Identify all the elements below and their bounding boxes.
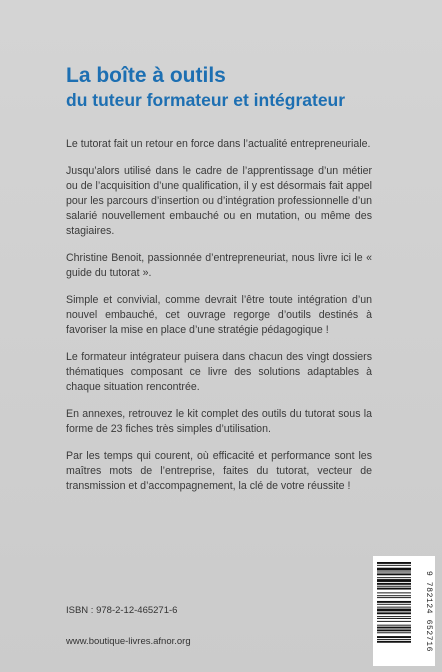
back-cover-text (66, 137, 372, 506)
barcode-bar (377, 565, 411, 566)
barcode-bar (377, 601, 411, 603)
barcode-bar (377, 572, 411, 573)
website-link[interactable]: www.boutique-livres.afnor.org (66, 636, 191, 647)
barcode-bar (377, 632, 411, 633)
barcode (373, 556, 435, 666)
barcode-digits: 9 782124 652716 (424, 571, 433, 653)
barcode-bar (377, 621, 411, 622)
barcode-bar (377, 618, 411, 619)
barcode-bar (377, 597, 411, 598)
barcode-bar (377, 573, 411, 575)
barcode-bar (377, 629, 411, 631)
barcode-bar (377, 568, 411, 571)
book-subtitle: du tuteur formateur et intégrateur (66, 90, 346, 110)
paragraph-author: Christine Benoit, passionnée d’entrepreneuriat, nous livre ici le « guide du tutorat ». (66, 252, 372, 279)
title-block (66, 64, 426, 112)
barcode-bar (377, 586, 411, 587)
isbn-label: ISBN : 978-2-12-465271-6 (66, 605, 178, 616)
barcode-bar (377, 616, 411, 617)
barcode-bar (377, 625, 411, 626)
book-title: La boîte à outils (66, 64, 226, 87)
barcode-bar (377, 607, 411, 608)
barcode-bar (377, 562, 411, 564)
barcode-bar (377, 595, 411, 596)
barcode-bar (377, 636, 411, 638)
barcode-bar (377, 612, 411, 614)
barcode-bar (377, 588, 411, 590)
paragraph-conclusion: Par les temps qui courent, où efficacité et performance sont les maîtres mots de l’entreprise, faites du tutorat, vecteur de transmission et d’accompagnement, la clé de votre réussite ! (66, 450, 372, 492)
barcode-bar (377, 641, 411, 643)
barcode-bar (377, 592, 411, 593)
paragraph-description: Simple et convivial, comme devrait l’être toute intégration d’un nouvel embauché, cet ouvrage regorge d’outils destinés à favoriser la mise en place d’une stratégie pédagogique ! (66, 294, 372, 336)
barcode-bar (377, 583, 411, 585)
barcode-bar (377, 604, 411, 605)
barcode-bar (377, 577, 411, 578)
barcode-bar (377, 579, 411, 582)
paragraph-usage: Jusqu’alors utilisé dans le cadre de l’apprentissage d’un métier ou de l’acquisition d’une qualification, il y est désormais fait appel pour les parcours d’insertion ou d’intégration professionnelle d’un salarié nouvellement embauché ou en mutation, ou même des stagiaires. (66, 165, 372, 237)
paragraph-dossiers: Le formateur intégrateur puisera dans chacun des vingt dossiers thématiques composant ce livre des solutions adaptables à chaque situation rencontrée. (66, 351, 372, 393)
barcode-bars (373, 556, 413, 666)
barcode-bar (377, 627, 411, 629)
barcode-bar (377, 639, 411, 640)
barcode-bar (377, 609, 411, 612)
paragraph-intro: Le tutorat fait un retour en force dans l’actualité entrepreneuriale. (66, 138, 371, 150)
paragraph-annexes: En annexes, retrouvez le kit complet des outils du tutorat sous la forme de 23 fiches très simples d’utilisation. (66, 408, 372, 435)
